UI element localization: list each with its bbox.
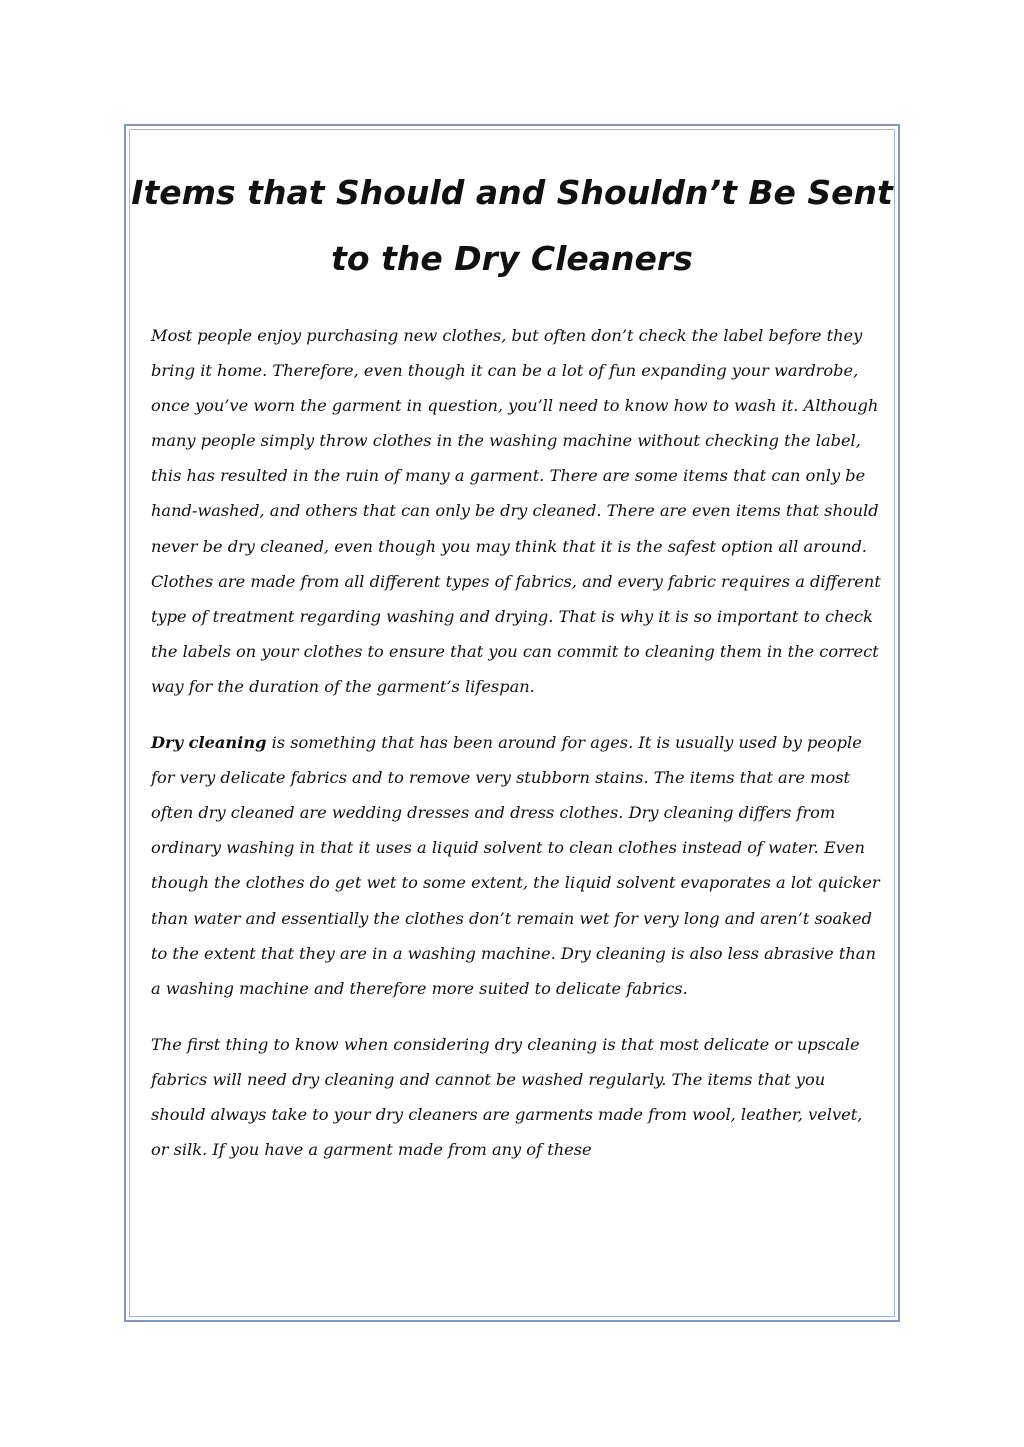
- paragraph-text: The first thing to know when considering dry cleaning is that most delicate or upscale fabrics will need dry cleaning and cannot be washed regularly. The items that you should always take to your dry cleaners are garments made from wool, leather, velvet, or silk. If you have a garment made from any of these: [151, 1034, 863, 1160]
- paragraph-text: Most people enjoy purchasing new clothes, but often don’t check the label before they bring it home. Therefore, even though it can be a lot of fun expanding your wardrobe, once you’ve worn the garment in question, you’ll need to know how to wash it. Although many people simply throw clothes in the washing machine without checking the label, this has resulted in the ruin of many a garment. There are some items that can only be hand-washed, and others that can only be dry cleaned. There are even items that should never be dry cleaned, even though you may think that it is the safest option all around. Clothes are made from all different types of fabrics, and every fabric requires a different type of treatment regarding washing and drying. That is why it is so important to check the labels on your clothes to ensure that you can commit to cleaning them in the correct way for the duration of the garment’s lifespan.: [151, 326, 881, 696]
- paragraph-text: is something that has been around for ages. It is usually used by people for very delicate fabrics and to remove very stubborn stains. The items that are most often dry cleaned are wedding dresses and dress clothes. Dry cleaning differs from ordinary washing in that it uses a liquid solvent to clean clothes instead of water. Even though the clothes do get wet to some extent, the liquid solvent evaporates a lot quicker than water and essentially the clothes don’t remain wet for very long and aren’t soaked to the extent that they are in a washing machine. Dry cleaning is also less abrasive than a washing machine and therefore more suited to delicate fabrics.: [151, 733, 880, 998]
- paragraph-intro: [151, 318, 881, 704]
- paragraph-dry-cleaning: [151, 725, 881, 1006]
- dry-cleaning-lead: Dry cleaning: [151, 733, 267, 753]
- paragraph-first-thing: [151, 1027, 881, 1167]
- document-body: [151, 318, 881, 1188]
- document-title: Items that Should and Shouldn’t Be Sent to the Dry Cleaners: [131, 173, 893, 278]
